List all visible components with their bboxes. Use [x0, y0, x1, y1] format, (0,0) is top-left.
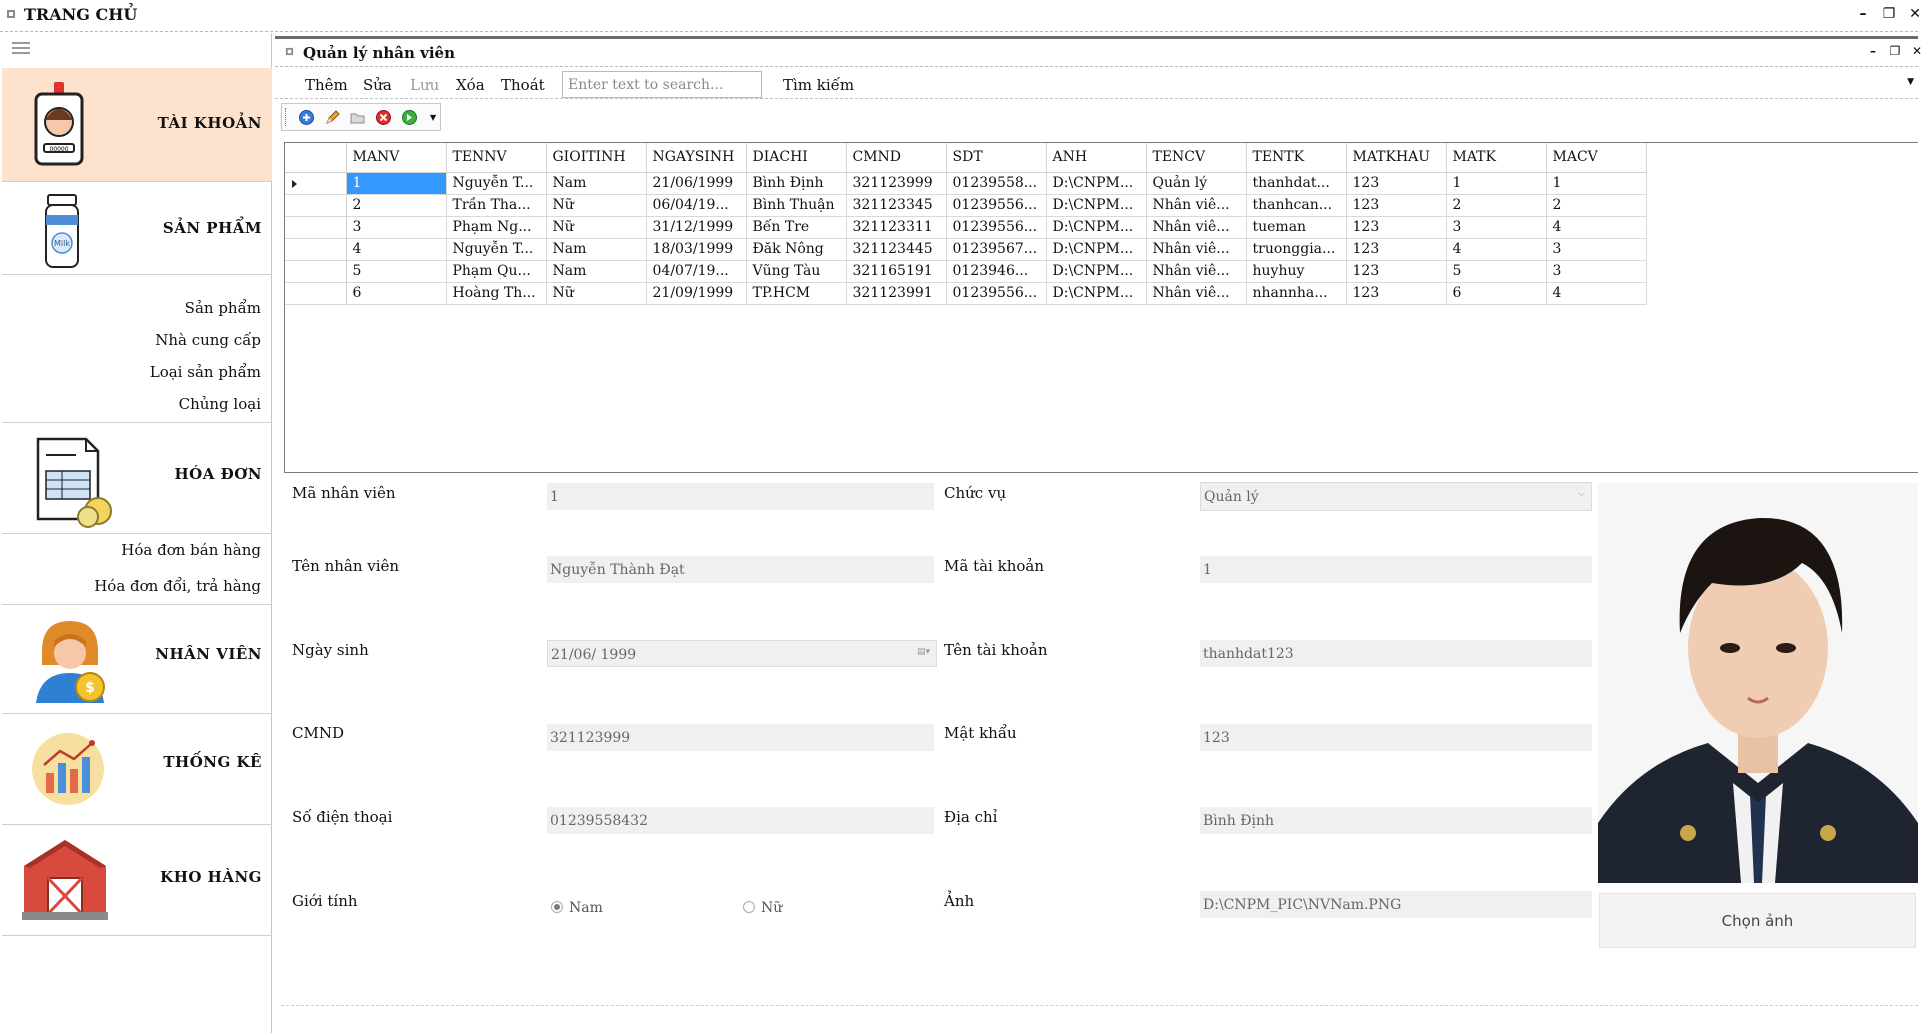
column-header[interactable]: CMND: [846, 143, 946, 172]
table-cell[interactable]: Nhân viê...: [1146, 260, 1246, 282]
id-card-field[interactable]: 321123999: [547, 724, 934, 751]
phone-field[interactable]: 01239558432: [547, 807, 934, 834]
table-cell[interactable]: Nam: [546, 238, 646, 260]
table-cell[interactable]: 123: [1346, 194, 1446, 216]
form-title-bar: [275, 39, 1923, 67]
label-account-name: Tên tài khoản: [944, 641, 1048, 659]
table-cell[interactable]: 321123445: [846, 238, 946, 260]
sidebar-item-label: KHO HÀNG: [160, 868, 262, 886]
menu-strip: [275, 69, 1918, 99]
table-cell[interactable]: nhannha...: [1246, 282, 1346, 304]
table-cell[interactable]: 1: [346, 172, 446, 194]
sidebar-item-label: TÀI KHOẢN: [157, 114, 262, 132]
sidebar-item-employees[interactable]: [2, 604, 272, 714]
table-cell[interactable]: 2: [1446, 194, 1546, 216]
app-title: TRANG CHỦ: [24, 5, 138, 24]
milk-bottle-icon: [42, 193, 82, 269]
table-cell[interactable]: TP.HCM: [746, 282, 846, 304]
column-header[interactable]: DIACHI: [746, 143, 846, 172]
table-cell[interactable]: Bình Định: [746, 172, 846, 194]
menu-add[interactable]: Thêm: [305, 76, 348, 94]
table-cell[interactable]: Phạm Qu...: [446, 260, 546, 282]
table-cell[interactable]: Nữ: [546, 282, 646, 304]
radio-dot: [743, 901, 755, 913]
sidebar-item-label: SẢN PHẨM: [162, 219, 262, 237]
sidebar-subitem-return-invoice[interactable]: Hóa đơn đổi, trả hàng: [94, 577, 261, 595]
gender-option-label: Nữ: [761, 900, 783, 916]
column-header[interactable]: SDT: [946, 143, 1046, 172]
table-cell[interactable]: tueman: [1246, 216, 1346, 238]
sidebar-item-invoices[interactable]: [2, 422, 272, 534]
label-id-card: CMND: [292, 724, 344, 742]
table-cell[interactable]: 1: [1446, 172, 1546, 194]
form-title: Quản lý nhân viên: [303, 44, 455, 62]
column-header[interactable]: GIOITINH: [546, 143, 646, 172]
account-id-field[interactable]: 1: [1200, 556, 1592, 583]
warehouse-icon: [20, 836, 110, 922]
table-cell[interactable]: Nam: [546, 172, 646, 194]
label-employee-name: Tên nhân viên: [292, 557, 400, 575]
menu-exit[interactable]: Thoát: [501, 76, 545, 94]
table-cell[interactable]: 01239556...: [946, 194, 1046, 216]
gender-option-label: Nam: [569, 900, 603, 916]
table-cell[interactable]: 123: [1346, 260, 1446, 282]
sidebar-subitem-categories[interactable]: Chủng loại: [178, 395, 261, 413]
birth-date-picker[interactable]: [547, 640, 937, 667]
sidebar-item-label: THỐNG KÊ: [163, 753, 262, 771]
employee-photo: [1598, 483, 1918, 883]
menu-delete[interactable]: Xóa: [456, 76, 485, 94]
table-cell[interactable]: Nguyễn T...: [446, 238, 546, 260]
table-cell[interactable]: 123: [1346, 238, 1446, 260]
table-cell[interactable]: 321123999: [846, 172, 946, 194]
gender-radio-female[interactable]: [743, 900, 782, 916]
table-cell[interactable]: 04/07/19...: [646, 260, 746, 282]
column-header[interactable]: MATKHAU: [1346, 143, 1446, 172]
sidebar-item-warehouse[interactable]: [2, 826, 272, 936]
delete-icon[interactable]: [375, 109, 392, 126]
table-cell[interactable]: 321123991: [846, 282, 946, 304]
table-cell[interactable]: huyhuy: [1246, 260, 1346, 282]
position-value: Quản lý: [1204, 489, 1259, 505]
table-cell[interactable]: D:\CNPM...: [1046, 194, 1146, 216]
table-cell[interactable]: Bình Thuận: [746, 194, 846, 216]
edit-pencil-icon[interactable]: [324, 109, 341, 126]
table-cell[interactable]: 6: [346, 282, 446, 304]
table-cell[interactable]: Đăk Nông: [746, 238, 846, 260]
search-button[interactable]: Tìm kiếm: [783, 76, 855, 94]
column-header[interactable]: MACV: [1546, 143, 1646, 172]
label-photo-path: Ảnh: [944, 892, 975, 910]
restore-icon[interactable]: ❐: [1889, 44, 1901, 58]
table-cell[interactable]: Quản lý: [1146, 172, 1246, 194]
table-cell[interactable]: 123: [1346, 216, 1446, 238]
label-birth-date: Ngày sinh: [292, 641, 369, 659]
table-cell[interactable]: 3: [1546, 238, 1646, 260]
label-password: Mật khẩu: [944, 724, 1017, 742]
table-cell[interactable]: 01239556...: [946, 216, 1046, 238]
row-header[interactable]: [285, 216, 346, 238]
table-cell[interactable]: 4: [1446, 238, 1546, 260]
employee-grid[interactable]: [284, 142, 1918, 473]
svg-text:$: $: [85, 680, 95, 696]
label-employee-id: Mã nhân viên: [292, 484, 396, 502]
window-controls: [1855, 6, 1923, 22]
minimize-icon[interactable]: –: [1859, 6, 1867, 22]
table-cell[interactable]: 4: [346, 238, 446, 260]
column-header[interactable]: MANV: [346, 143, 446, 172]
table-cell[interactable]: Nữ: [546, 216, 646, 238]
employee-id-field[interactable]: 1: [547, 483, 934, 510]
label-account-id: Mã tài khoản: [944, 557, 1044, 575]
table-cell[interactable]: Nguyễn T...: [446, 172, 546, 194]
sidebar-item-products[interactable]: [2, 183, 272, 275]
table-cell[interactable]: Vũng Tàu: [746, 260, 846, 282]
column-header[interactable]: TENCV: [1146, 143, 1246, 172]
table-cell[interactable]: Nam: [546, 260, 646, 282]
table-cell[interactable]: 31/12/1999: [646, 216, 746, 238]
table-cell[interactable]: thanhcan...: [1246, 194, 1346, 216]
birth-date-value: 21/06/ 1999: [551, 647, 637, 663]
sidebar: [0, 33, 272, 1033]
menu-toggle-icon[interactable]: [12, 42, 30, 54]
label-position: Chức vụ: [944, 484, 1007, 502]
grid-header-row: [285, 143, 1646, 172]
statistics-icon: [30, 727, 110, 811]
table-row[interactable]: [285, 172, 1646, 194]
close-icon[interactable]: ✕: [1911, 44, 1923, 58]
next-arrow-icon[interactable]: [401, 109, 418, 126]
row-header[interactable]: [285, 194, 346, 216]
gender-radio-male[interactable]: [551, 900, 603, 916]
table-cell[interactable]: Phạm Ng...: [446, 216, 546, 238]
table-cell[interactable]: 4: [1546, 216, 1646, 238]
table-cell[interactable]: 123: [1346, 282, 1446, 304]
restore-icon[interactable]: ❐: [1882, 6, 1896, 22]
table-cell[interactable]: 01239558...: [946, 172, 1046, 194]
form-window-controls: [1865, 44, 1925, 58]
table-cell[interactable]: 321165191: [846, 260, 946, 282]
toolbar-grip[interactable]: [285, 108, 287, 126]
row-header[interactable]: [285, 238, 346, 260]
column-header[interactable]: MATK: [1446, 143, 1546, 172]
sidebar-item-label: HÓA ĐƠN: [174, 465, 262, 483]
toolbar: [281, 103, 441, 131]
table-cell[interactable]: truonggia...: [1246, 238, 1346, 260]
column-header[interactable]: TENTK: [1246, 143, 1346, 172]
table-cell[interactable]: Bến Tre: [746, 216, 846, 238]
table-cell[interactable]: 5: [1446, 260, 1546, 282]
table-cell[interactable]: 01239567...: [946, 238, 1046, 260]
table-row[interactable]: [285, 260, 1646, 282]
table-cell[interactable]: 1: [1546, 172, 1646, 194]
employee-management-form: [275, 36, 1923, 1033]
app-title-bar: [0, 0, 1921, 32]
table-cell[interactable]: Nhân viê...: [1146, 194, 1246, 216]
choose-photo-button[interactable]: Chọn ảnh: [1599, 893, 1916, 948]
search-input[interactable]: [562, 71, 762, 98]
table-cell[interactable]: Nữ: [546, 194, 646, 216]
table-cell[interactable]: 0123946...: [946, 260, 1046, 282]
toolbar-dropdown-icon[interactable]: ▼: [430, 113, 437, 122]
sidebar-subitem-sales-invoice[interactable]: Hóa đơn bán hàng: [121, 541, 261, 559]
address-field[interactable]: Bình Định: [1200, 807, 1592, 834]
label-gender: Giới tính: [292, 892, 358, 910]
table-cell[interactable]: 3: [346, 216, 446, 238]
table-cell[interactable]: 6: [1446, 282, 1546, 304]
password-field[interactable]: 123: [1200, 724, 1592, 751]
menu-edit[interactable]: Sửa: [363, 76, 392, 94]
table-cell[interactable]: D:\CNPM...: [1046, 172, 1146, 194]
minimize-icon[interactable]: –: [1870, 44, 1876, 58]
employee-name-field[interactable]: Nguyễn Thành Đạt: [547, 556, 934, 583]
sidebar-item-statistics[interactable]: [2, 715, 272, 825]
table-cell[interactable]: D:\CNPM...: [1046, 238, 1146, 260]
sidebar-subitem-product-types[interactable]: Loại sản phẩm: [149, 363, 261, 381]
column-header[interactable]: TENNV: [446, 143, 546, 172]
calendar-dropdown-icon[interactable]: ▤▾: [916, 647, 930, 657]
table-cell[interactable]: D:\CNPM...: [1046, 216, 1146, 238]
table-cell[interactable]: 2: [346, 194, 446, 216]
employee-icon: [30, 617, 114, 705]
account-name-field[interactable]: thanhdat123: [1200, 640, 1592, 667]
save-folder-icon[interactable]: [349, 109, 366, 126]
invoice-icon: [32, 435, 118, 527]
photo-path-field[interactable]: D:\CNPM_PIC\NVNam.PNG: [1200, 891, 1592, 918]
column-header[interactable]: ANH: [1046, 143, 1146, 172]
id-badge-icon: [30, 80, 88, 168]
table-cell[interactable]: Nhân viê...: [1146, 238, 1246, 260]
table-row[interactable]: [285, 282, 1646, 304]
svg-text:00000: 00000: [49, 146, 69, 153]
table-cell[interactable]: D:\CNPM...: [1046, 282, 1146, 304]
table-cell[interactable]: 3: [1546, 260, 1646, 282]
table-row[interactable]: [285, 216, 1646, 238]
app-icon: [6, 9, 16, 19]
table-cell[interactable]: 18/03/1999: [646, 238, 746, 260]
position-combobox[interactable]: [1200, 482, 1592, 511]
table-cell[interactable]: thanhdat...: [1246, 172, 1346, 194]
form-icon: [285, 47, 294, 56]
row-header[interactable]: [285, 260, 346, 282]
menu-save[interactable]: Lưu: [410, 76, 440, 94]
row-header[interactable]: [285, 282, 346, 304]
sidebar-subitem-suppliers[interactable]: Nhà cung cấp: [155, 331, 261, 349]
table-cell[interactable]: Nhân viê...: [1146, 216, 1246, 238]
table-row[interactable]: [285, 194, 1646, 216]
table-cell[interactable]: 321123311: [846, 216, 946, 238]
table-cell[interactable]: 123: [1346, 172, 1446, 194]
table-cell[interactable]: Trần Tha...: [446, 194, 546, 216]
table-cell[interactable]: 2: [1546, 194, 1646, 216]
close-icon[interactable]: ✕: [1909, 6, 1921, 22]
chevron-down-icon[interactable]: ⌵: [1578, 489, 1585, 499]
overflow-arrow-icon[interactable]: ▼: [1907, 77, 1914, 87]
sidebar-item-account[interactable]: [2, 68, 272, 182]
svg-text:Milk: Milk: [54, 239, 70, 248]
label-phone: Số điện thoại: [292, 808, 393, 826]
add-icon[interactable]: [298, 109, 315, 126]
table-cell[interactable]: 4: [1546, 282, 1646, 304]
table-cell[interactable]: 321123345: [846, 194, 946, 216]
sidebar-item-label: NHÂN VIÊN: [155, 645, 262, 663]
table-row[interactable]: [285, 238, 1646, 260]
table-cell[interactable]: D:\CNPM...: [1046, 260, 1146, 282]
table-cell[interactable]: 21/06/1999: [646, 172, 746, 194]
table-cell[interactable]: Nhân viê...: [1146, 282, 1246, 304]
row-header[interactable]: [285, 172, 346, 194]
table-cell[interactable]: 21/09/1999: [646, 282, 746, 304]
table-cell[interactable]: Hoàng Th...: [446, 282, 546, 304]
label-address: Địa chỉ: [944, 808, 998, 826]
sidebar-subitem-products[interactable]: Sản phẩm: [184, 299, 261, 317]
table-cell[interactable]: 3: [1446, 216, 1546, 238]
column-header[interactable]: NGAYSINH: [646, 143, 746, 172]
bottom-separator: [281, 1005, 1918, 1006]
radio-dot: [551, 901, 563, 913]
row-header-corner: [285, 143, 346, 172]
table-cell[interactable]: 01239556...: [946, 282, 1046, 304]
table-cell[interactable]: 5: [346, 260, 446, 282]
table-cell[interactable]: 06/04/19...: [646, 194, 746, 216]
